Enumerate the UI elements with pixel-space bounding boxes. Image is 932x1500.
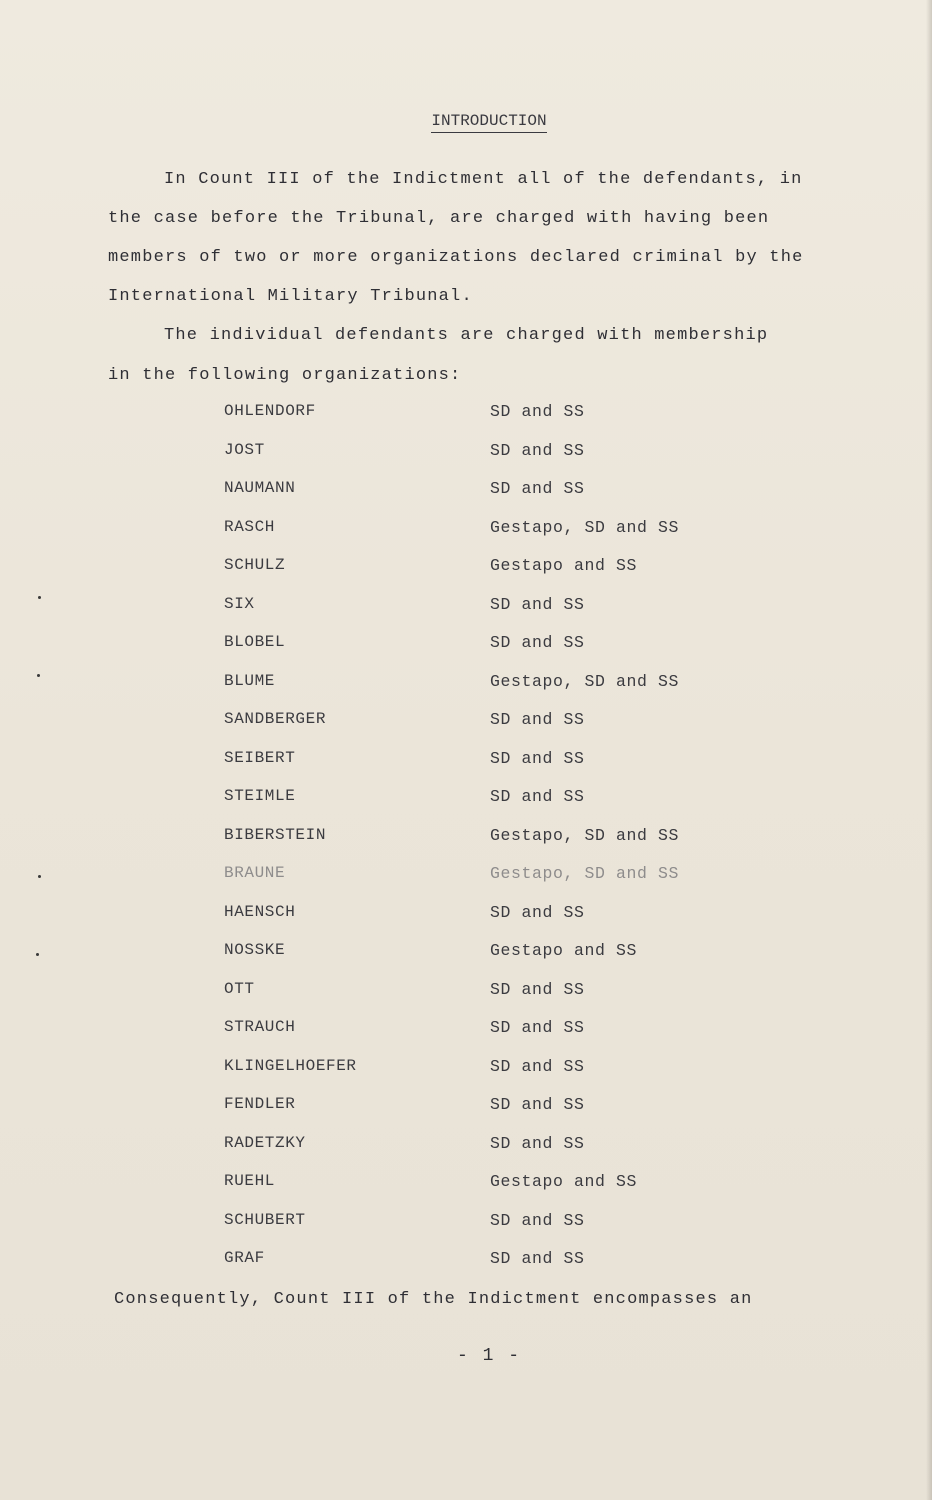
defendant-name: BLOBEL [224,633,286,651]
page-title-text: INTRODUCTION [431,112,546,133]
defendant-name: BLUME [224,671,276,690]
list-item [224,860,784,899]
paper-speck [37,674,40,677]
defendant-name: HAENSCH [224,902,296,921]
defendant-organizations: Gestapo, SD and SS [490,517,680,537]
defendant-organizations: SD and SS [490,594,585,614]
defendant-organizations: SD and SS [490,479,585,498]
defendant-organizations: SD and SS [490,1095,585,1114]
paragraph-2-line-1: The individual defendants are charged with membership [164,326,769,345]
defendant-organizations: SD and SS [490,710,585,729]
defendant-name: OHLENDORF [224,402,316,420]
defendant-organizations: SD and SS [490,633,585,652]
list-item [224,706,784,745]
page-edge-shadow [926,0,932,1500]
defendant-name: NOSSKE [224,941,286,959]
list-item [224,822,784,861]
defendant-name: SANDBERGER [224,710,327,728]
defendant-name: OTT [224,979,255,998]
list-item [224,1168,784,1207]
defendant-name: SCHUBERT [224,1210,306,1229]
defendant-name: SCHULZ [224,556,286,574]
paragraph-2-line-2: in the following organizations: [108,366,462,385]
list-item [224,514,784,553]
defendant-organizations: SD and SS [490,1249,585,1268]
defendant-organizations: Gestapo, SD and SS [490,825,680,845]
defendant-name: BIBERSTEIN [224,825,327,844]
paragraph-1-line-3: members of two or more organizations declared criminal by the [108,248,804,267]
list-item [224,1091,784,1130]
defendant-name: BRAUNE [224,864,286,882]
defendant-organizations: Gestapo, SD and SS [490,671,680,691]
defendant-name: KLINGELHOEFER [224,1056,357,1075]
list-item [224,1053,784,1092]
list-item [224,629,784,668]
defendant-membership-list [224,398,784,1284]
list-item [224,398,784,437]
page-title [0,112,932,130]
list-item [224,899,784,938]
defendant-name: FENDLER [224,1095,296,1113]
paragraph-1-line-2: the case before the Tribunal, are charged with having been [108,209,770,228]
paper-speck [36,953,39,956]
defendant-name: JOST [224,440,265,459]
defendant-organizations: Gestapo and SS [490,941,638,960]
paper-speck [38,596,41,599]
paper-speck [38,875,41,878]
list-item [224,1207,784,1246]
list-item [224,1245,784,1284]
list-item [224,1130,784,1169]
list-item [224,976,784,1015]
defendant-name: RUEHL [224,1172,276,1190]
defendant-organizations: Gestapo and SS [490,1172,638,1191]
defendant-organizations: SD and SS [490,902,585,922]
defendant-name: RASCH [224,517,276,536]
paragraph-1-line-4: International Military Tribunal. [108,287,473,306]
paragraph-1-line-1: In Count III of the Indictment all of the defendants, in [164,170,803,189]
defendant-organizations: SD and SS [490,979,585,999]
defendant-organizations: SD and SS [490,787,585,806]
defendant-name: SIX [224,594,255,613]
list-item [224,1014,784,1053]
defendant-organizations: SD and SS [490,1133,585,1153]
defendant-name: NAUMANN [224,479,296,497]
defendant-name: STRAUCH [224,1018,296,1036]
defendant-name: RADETZKY [224,1133,306,1152]
list-item [224,552,784,591]
defendant-organizations: Gestapo and SS [490,556,638,575]
defendant-organizations: SD and SS [490,748,585,768]
closing-paragraph-line: Consequently, Count III of the Indictment encompasses an [114,1290,753,1309]
defendant-organizations: SD and SS [490,402,585,421]
list-item [224,668,784,707]
list-item [224,591,784,630]
defendant-name: SEIBERT [224,748,296,767]
defendant-organizations: Gestapo, SD and SS [490,864,680,883]
list-item [224,783,784,822]
defendant-name: GRAF [224,1249,265,1267]
defendant-organizations: SD and SS [490,440,585,460]
defendant-organizations: SD and SS [490,1056,585,1076]
list-item [224,745,784,784]
list-item [224,437,784,476]
list-item [224,475,784,514]
defendant-organizations: SD and SS [490,1018,585,1037]
page-number: - 1 - [456,1346,521,1366]
defendant-name: STEIMLE [224,787,296,805]
list-item [224,937,784,976]
defendant-organizations: SD and SS [490,1210,585,1230]
